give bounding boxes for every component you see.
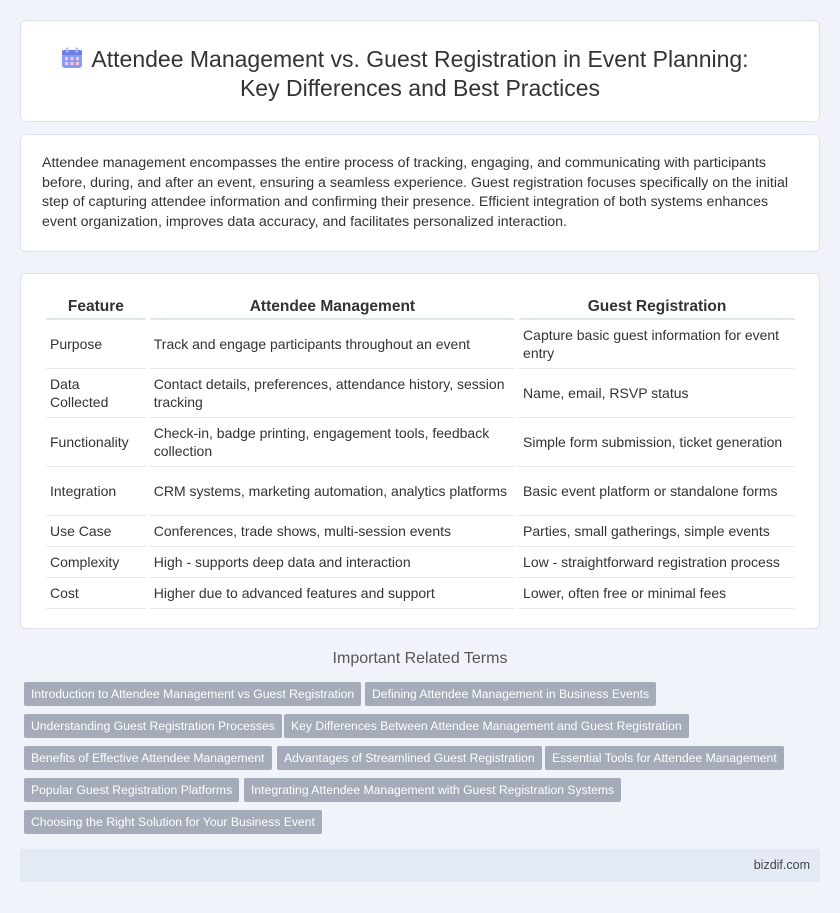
intro-paragraph: Attendee management encompasses the entire process of tracking, engaging, and communicating with participants before, during, and after an event, ensuring a seamless experience. Guest registration focuses specifically on the initial step of capturing attendee information and confirming their presence. Efficient integration of both systems enhances event organization, improves data accuracy, and facilitates personalized interaction. [42, 155, 789, 230]
table-cell: Simple form submission, ticket generation [519, 418, 795, 467]
page-title-line-1: Attendee Management vs. Guest Registration in Event Planning: [91, 46, 749, 72]
page-title [21, 45, 819, 103]
header-attendee-management: Attendee Management [150, 295, 515, 320]
table-cell: Cost [46, 578, 146, 609]
table-cell: Basic event platform or standalone forms [519, 467, 795, 516]
page-title-line-2: Key Differences and Best Practices [239, 75, 601, 101]
related-tag[interactable]: Advantages of Streamlined Guest Registration [277, 746, 542, 770]
table-cell: Integration [46, 467, 146, 516]
related-tag[interactable]: Integrating Attendee Management with Guest Registration Systems [244, 778, 621, 802]
table-row [46, 320, 795, 369]
related-tag[interactable]: Essential Tools for Attendee Management [545, 746, 784, 770]
table-cell: Track and engage participants throughout an event [150, 320, 515, 369]
table-cell: Use Case [46, 516, 146, 547]
footer-site-link[interactable]: bizdif.com [753, 858, 810, 872]
table-cell: Purpose [46, 320, 146, 369]
table-cell: Low - straightforward registration process [519, 547, 795, 578]
table-row [46, 547, 795, 578]
table-header-row [46, 295, 795, 320]
related-tag[interactable]: Benefits of Effective Attendee Management [24, 746, 272, 770]
comparison-table-card [20, 273, 820, 629]
table-cell: Data Collected [46, 369, 146, 418]
footer-bar [20, 849, 820, 882]
header-guest-registration: Guest Registration [519, 295, 795, 320]
table-cell: Name, email, RSVP status [519, 369, 795, 418]
table-cell: High - supports deep data and interaction [150, 547, 515, 578]
table-row [46, 369, 795, 418]
related-tag[interactable]: Introduction to Attendee Management vs Guest Registration [24, 682, 361, 706]
title-card [20, 20, 820, 122]
table-row [46, 418, 795, 467]
table-cell: Functionality [46, 418, 146, 467]
table-cell: Parties, small gatherings, simple events [519, 516, 795, 547]
related-tag[interactable]: Choosing the Right Solution for Your Business Event [24, 810, 322, 834]
related-tag[interactable]: Popular Guest Registration Platforms [24, 778, 239, 802]
intro-card [20, 134, 820, 252]
related-terms-heading: Important Related Terms [332, 650, 508, 667]
related-tag[interactable]: Understanding Guest Registration Processes [24, 714, 282, 738]
table-cell: CRM systems, marketing automation, analytics platforms [150, 467, 515, 516]
header-feature: Feature [46, 295, 146, 320]
table-cell: Higher due to advanced features and support [150, 578, 515, 609]
table-cell: Check-in, badge printing, engagement tools, feedback collection [150, 418, 515, 467]
related-tag[interactable]: Key Differences Between Attendee Management and Guest Registration [284, 714, 689, 738]
table-cell: Lower, often free or minimal fees [519, 578, 795, 609]
table-cell: Contact details, preferences, attendance history, session tracking [150, 369, 515, 418]
comparison-table [42, 295, 799, 609]
table-row [46, 467, 795, 516]
table-row [46, 578, 795, 609]
related-tag[interactable]: Defining Attendee Management in Business Events [365, 682, 656, 706]
table-cell: Conferences, trade shows, multi-session events [150, 516, 515, 547]
table-cell: Complexity [46, 547, 146, 578]
table-row [46, 516, 795, 547]
table-cell: Capture basic guest information for event entry [519, 320, 795, 369]
